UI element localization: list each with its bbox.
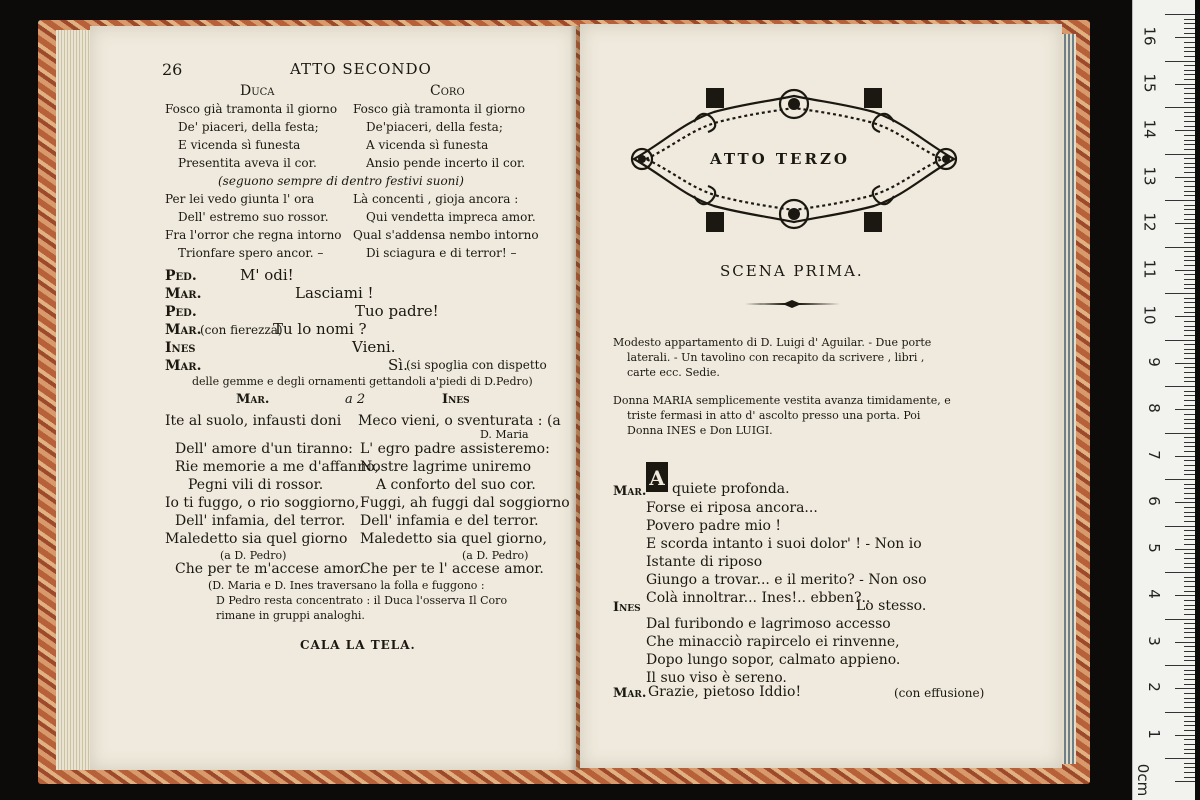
ruler-tick bbox=[1184, 646, 1195, 647]
ruler-tick bbox=[1184, 209, 1195, 210]
ruler-number: 11 bbox=[1140, 259, 1159, 279]
speaker-label: Mar. bbox=[165, 322, 202, 338]
right-page bbox=[580, 24, 1062, 768]
verse-line: Meco vieni, o sventurata : (a bbox=[358, 413, 561, 429]
ruler-tick bbox=[1175, 781, 1195, 782]
stage-aside: (con effusione) bbox=[894, 686, 985, 700]
ruler-tick bbox=[1184, 135, 1195, 136]
ruler-number: 1 bbox=[1145, 728, 1164, 739]
ruler-tick bbox=[1165, 758, 1195, 759]
ruler-tick bbox=[1165, 14, 1195, 15]
ruler-tick bbox=[1184, 56, 1195, 57]
verse-line: A vicenda sì funesta bbox=[366, 138, 489, 152]
ruler-tick bbox=[1175, 456, 1195, 457]
ruler-tick bbox=[1184, 307, 1195, 308]
ruler-number: 9 bbox=[1145, 356, 1164, 367]
ruler-tick bbox=[1184, 581, 1195, 582]
ruler-tick bbox=[1165, 619, 1195, 620]
dialogue-line: Tuo padre! bbox=[355, 302, 439, 320]
duet-speaker-ines: Ines bbox=[442, 392, 470, 407]
ruler-number: 5 bbox=[1145, 542, 1164, 553]
ruler-tick bbox=[1184, 19, 1195, 20]
ruler-tick bbox=[1184, 558, 1195, 559]
ruler-tick bbox=[1184, 167, 1195, 168]
ruler-tick bbox=[1184, 516, 1195, 517]
verse-line: Ansio pende incerto il cor. bbox=[366, 156, 526, 170]
ruler-tick bbox=[1175, 130, 1195, 131]
ruler-tick bbox=[1184, 702, 1195, 703]
verse-line: quiete profonda. bbox=[672, 481, 790, 497]
ruler-tick bbox=[1184, 637, 1195, 638]
ruler-tick bbox=[1165, 572, 1195, 573]
ruler-tick bbox=[1184, 767, 1195, 768]
ruler-tick bbox=[1184, 326, 1195, 327]
ruler-tick bbox=[1184, 395, 1195, 396]
ruler-tick bbox=[1175, 363, 1195, 364]
ruler-tick bbox=[1184, 391, 1195, 392]
verse-line: Dell' amore d'un tiranno: bbox=[175, 441, 353, 457]
verse-line: Istante di riposo bbox=[646, 554, 763, 570]
ruler-tick bbox=[1184, 674, 1195, 675]
ruler-tick bbox=[1184, 730, 1195, 731]
ruler-tick bbox=[1184, 442, 1195, 443]
dialogue-line: Tu lo nomi ? bbox=[273, 320, 367, 338]
ruler-tick bbox=[1175, 316, 1195, 317]
ruler-tick bbox=[1184, 693, 1195, 694]
ruler-tick bbox=[1184, 600, 1195, 601]
verse-line: Là concenti , gioja ancora : bbox=[353, 192, 519, 206]
ruler-tick bbox=[1175, 735, 1195, 736]
verse-line: Fosco già tramonta il giorno bbox=[165, 102, 338, 116]
ruler-number: 15 bbox=[1140, 73, 1159, 93]
ruler-tick bbox=[1184, 228, 1195, 229]
column-head-duca: Duca bbox=[240, 83, 275, 99]
ruler-tick bbox=[1184, 656, 1195, 657]
ruler-tick bbox=[1175, 502, 1195, 503]
ruler-tick bbox=[1184, 716, 1195, 717]
verse-line: Dell' infamia, del terror. bbox=[175, 513, 346, 529]
ruler-tick bbox=[1184, 279, 1195, 280]
verse-line: Fuggi, ah fuggi dal soggiorno bbox=[360, 495, 570, 511]
ruler-tick bbox=[1184, 102, 1195, 103]
ruler-tick bbox=[1175, 37, 1195, 38]
dropcap-a bbox=[646, 462, 668, 492]
ruler-tick bbox=[1184, 312, 1195, 313]
ruler-tick bbox=[1184, 288, 1195, 289]
speaker-label: Mar. bbox=[613, 686, 647, 701]
ruler-tick bbox=[1184, 330, 1195, 331]
ruler-number: 3 bbox=[1145, 635, 1164, 646]
verse-line: A conforto del suo cor. bbox=[376, 477, 536, 493]
ruler-number: 13 bbox=[1140, 166, 1159, 186]
ruler-tick bbox=[1184, 772, 1195, 773]
verse-line: Qui vendetta impreca amor. bbox=[366, 210, 536, 224]
verse-line: Io ti fuggo, o rio soggiorno, bbox=[165, 495, 360, 511]
page-edges-right bbox=[1060, 34, 1076, 764]
speaker-label: Ines bbox=[613, 600, 641, 615]
ruler-tick bbox=[1184, 428, 1195, 429]
ruler-number: 0cm bbox=[1133, 764, 1152, 797]
ruler-tick bbox=[1184, 563, 1195, 564]
stage-direction: rimane in gruppi analoghi. bbox=[216, 609, 365, 622]
ruler-tick bbox=[1175, 84, 1195, 85]
measuring-ruler bbox=[1132, 0, 1195, 800]
ruler-tick bbox=[1184, 126, 1195, 127]
speaker-label: Ped. bbox=[165, 268, 197, 284]
ruler-tick bbox=[1184, 33, 1195, 34]
ruler-tick bbox=[1184, 344, 1195, 345]
ruler-tick bbox=[1184, 144, 1195, 145]
ruler-tick bbox=[1165, 293, 1195, 294]
left-page bbox=[90, 26, 576, 770]
ruler-tick bbox=[1184, 605, 1195, 606]
ruler-tick bbox=[1184, 158, 1195, 159]
verse-line: Colà innoltrar... Ines!.. ebben?.. bbox=[646, 590, 871, 606]
stage-direction: D Pedro resta concentrato : il Duca l'osserva Il Coro bbox=[216, 594, 508, 607]
verse-line: E scorda intanto i suoi dolor' ! - Non io bbox=[646, 536, 922, 552]
ruler-tick bbox=[1184, 265, 1195, 266]
ruler-tick bbox=[1184, 553, 1195, 554]
ruler-tick bbox=[1184, 609, 1195, 610]
ruler-tick bbox=[1184, 465, 1195, 466]
ruler-tick bbox=[1165, 665, 1195, 666]
verse-line: Dell' infamia e del terror. bbox=[360, 513, 539, 529]
ruler-tick bbox=[1184, 749, 1195, 750]
ruler-tick bbox=[1184, 358, 1195, 359]
verse-line: Di sciagura e di terror! – bbox=[366, 246, 517, 260]
ruler-tick bbox=[1184, 721, 1195, 722]
ruler-tick bbox=[1184, 149, 1195, 150]
ruler-tick bbox=[1184, 507, 1195, 508]
ruler-tick bbox=[1184, 47, 1195, 48]
ruler-tick bbox=[1184, 777, 1195, 778]
ruler-tick bbox=[1184, 98, 1195, 99]
ruler-tick bbox=[1165, 479, 1195, 480]
ruler-tick bbox=[1184, 591, 1195, 592]
ruler-tick bbox=[1175, 270, 1195, 271]
verse-line: Nostre lagrime uniremo bbox=[360, 459, 532, 475]
page-number: 26 bbox=[162, 60, 183, 79]
ruler-tick bbox=[1184, 753, 1195, 754]
ruler-tick bbox=[1184, 423, 1195, 424]
ruler-tick bbox=[1184, 163, 1195, 164]
setting-line: Modesto appartamento di D. Luigi d' Aguilar. - Due porte bbox=[613, 336, 932, 349]
ruler-tick bbox=[1184, 707, 1195, 708]
verse-line: Giungo a trovar... e il merito? - Non oso bbox=[646, 572, 927, 588]
ruler-number: 7 bbox=[1145, 449, 1164, 460]
decorative-rule bbox=[745, 300, 840, 308]
ruler-tick bbox=[1184, 535, 1195, 536]
ruler-tick bbox=[1184, 437, 1195, 438]
ruler-tick bbox=[1175, 688, 1195, 689]
verse-line: E vicenda sì funesta bbox=[178, 138, 301, 152]
ruler-tick bbox=[1175, 177, 1195, 178]
scene-title: SCENA PRIMA. bbox=[720, 262, 864, 280]
ruler-tick bbox=[1184, 521, 1195, 522]
ruler-tick bbox=[1165, 526, 1195, 527]
ruler-tick bbox=[1184, 567, 1195, 568]
ruler-tick bbox=[1184, 219, 1195, 220]
ruler-tick bbox=[1184, 93, 1195, 94]
ruler-tick bbox=[1184, 586, 1195, 587]
ruler-tick bbox=[1184, 419, 1195, 420]
ruler-tick bbox=[1165, 247, 1195, 248]
verse-line: De'piaceri, della festa; bbox=[366, 120, 503, 134]
ruler-tick bbox=[1184, 660, 1195, 661]
ruler-tick bbox=[1184, 274, 1195, 275]
ruler-tick bbox=[1184, 284, 1195, 285]
ruler-tick bbox=[1184, 367, 1195, 368]
duet-marker: a 2 bbox=[345, 392, 366, 407]
verse-line: Fra l'orror che regna intorno bbox=[165, 228, 342, 242]
dialogue-line: Lasciami ! bbox=[295, 284, 374, 302]
action-line: Donna INES e Don LUIGI. bbox=[627, 424, 773, 437]
ruler-tick bbox=[1165, 107, 1195, 108]
ruler-tick bbox=[1175, 642, 1195, 643]
verse-line: L' egro padre assisteremo: bbox=[360, 441, 550, 457]
ruler-tick bbox=[1184, 488, 1195, 489]
ruler-tick bbox=[1184, 739, 1195, 740]
verse-line: Fosco già tramonta il giorno bbox=[353, 102, 526, 116]
verse-line: Povero padre mio ! bbox=[646, 518, 782, 534]
speaker-label: Mar. bbox=[613, 484, 647, 499]
verse-line: Forse ei riposa ancora... bbox=[646, 500, 818, 516]
action-line: Donna MARIA semplicemente vestita avanza timidamente, e bbox=[613, 394, 951, 407]
ruler-tick bbox=[1184, 446, 1195, 447]
verse-line: Pegni vili di rossor. bbox=[188, 477, 324, 493]
ruler-number: 6 bbox=[1145, 496, 1164, 507]
dropcap-letter: A bbox=[649, 466, 665, 490]
verse-line: Qual s'addensa nembo intorno bbox=[353, 228, 539, 242]
verse-line: Rie memorie a me d'affanno, bbox=[175, 459, 380, 475]
ruler-tick bbox=[1184, 256, 1195, 257]
ruler-number: 14 bbox=[1140, 119, 1159, 139]
action-line: triste fermasi in atto d' ascolto presso una porta. Poi bbox=[627, 409, 921, 422]
ruler-tick bbox=[1184, 260, 1195, 261]
ruler-tick bbox=[1175, 549, 1195, 550]
ruler-tick bbox=[1165, 340, 1195, 341]
ruler-tick bbox=[1184, 353, 1195, 354]
running-head: ATTO SECONDO bbox=[290, 60, 432, 78]
ruler-tick bbox=[1184, 405, 1195, 406]
ruler-tick bbox=[1184, 23, 1195, 24]
stage-direction: (si spoglia con dispetto bbox=[406, 358, 547, 372]
ruler-tick bbox=[1165, 200, 1195, 201]
ruler-tick bbox=[1184, 74, 1195, 75]
stage-direction: (seguono sempre di dentro festivi suoni) bbox=[218, 174, 464, 188]
ruler-tick bbox=[1184, 191, 1195, 192]
ruler-tick bbox=[1184, 530, 1195, 531]
ruler-tick bbox=[1184, 298, 1195, 299]
dialogue-line: Vieni. bbox=[352, 338, 396, 356]
ruler-tick bbox=[1184, 302, 1195, 303]
ruler-tick bbox=[1184, 460, 1195, 461]
ruler-tick bbox=[1165, 712, 1195, 713]
verse-line: Dell' estremo suo rossor. bbox=[178, 210, 329, 224]
ruler-number: 4 bbox=[1145, 589, 1164, 600]
verse-line: Maledetto sia quel giorno, bbox=[360, 531, 547, 547]
verse-line: Per lei vedo giunta l' ora bbox=[165, 192, 315, 206]
speaker-label: Mar. bbox=[165, 286, 202, 302]
verse-line: Lo stesso. bbox=[856, 598, 927, 614]
ruler-number: 12 bbox=[1140, 212, 1159, 232]
verse-line: Che per te m'accese amor. bbox=[175, 561, 364, 577]
ruler-tick bbox=[1184, 744, 1195, 745]
ruler-tick bbox=[1184, 349, 1195, 350]
speaker-label: Ped. bbox=[165, 304, 197, 320]
ruler-tick bbox=[1184, 79, 1195, 80]
ruler-tick bbox=[1184, 112, 1195, 113]
ruler-tick bbox=[1184, 698, 1195, 699]
ruler-tick bbox=[1184, 186, 1195, 187]
ruler-tick bbox=[1184, 70, 1195, 71]
ruler-tick bbox=[1184, 116, 1195, 117]
ruler-tick bbox=[1184, 172, 1195, 173]
ruler-tick bbox=[1184, 725, 1195, 726]
act-title: ATTO TERZO bbox=[710, 150, 850, 168]
ruler-tick bbox=[1184, 670, 1195, 671]
ruler-tick bbox=[1184, 651, 1195, 652]
ruler-number: 10 bbox=[1140, 305, 1159, 325]
ruler-tick bbox=[1184, 372, 1195, 373]
ruler-tick bbox=[1184, 474, 1195, 475]
dialogue-line: M' odi! bbox=[240, 266, 294, 284]
ruler-tick bbox=[1184, 451, 1195, 452]
ruler-tick bbox=[1184, 493, 1195, 494]
ruler-tick bbox=[1184, 233, 1195, 234]
ruler-tick bbox=[1184, 205, 1195, 206]
setting-line: carte ecc. Sedie. bbox=[627, 366, 720, 379]
ruler-tick bbox=[1175, 409, 1195, 410]
ruler-tick bbox=[1184, 237, 1195, 238]
ruler-tick bbox=[1184, 65, 1195, 66]
ruler-tick bbox=[1165, 61, 1195, 62]
ruler-tick bbox=[1184, 28, 1195, 29]
stage-aside: (a D. Pedro) bbox=[220, 549, 287, 562]
ruler-number: 8 bbox=[1145, 403, 1164, 414]
verse-line: Che per te l' accese amor. bbox=[360, 561, 544, 577]
duet-speaker-mar: Mar. bbox=[236, 392, 270, 407]
ruler-tick bbox=[1184, 400, 1195, 401]
ruler-tick bbox=[1184, 121, 1195, 122]
ruler-tick bbox=[1184, 251, 1195, 252]
ruler-tick bbox=[1184, 684, 1195, 685]
ruler-tick bbox=[1184, 214, 1195, 215]
ruler-tick bbox=[1184, 88, 1195, 89]
ruler-tick bbox=[1184, 512, 1195, 513]
speaker-label: Mar. bbox=[165, 358, 202, 374]
verse-line: Ite al suolo, infausti doni bbox=[165, 413, 342, 429]
stage-aside: D. Maria bbox=[480, 428, 529, 441]
verse-line: Dopo lungo sopor, calmato appieno. bbox=[646, 652, 901, 668]
verse-line: Dal furibondo e lagrimoso accesso bbox=[646, 616, 891, 632]
dialogue-line: Sì. bbox=[388, 356, 408, 374]
ruler-tick bbox=[1165, 386, 1195, 387]
ruler-tick bbox=[1184, 335, 1195, 336]
verse-line: De' piaceri, della festa; bbox=[178, 120, 319, 134]
stage-aside: (con fierezza) bbox=[200, 323, 283, 337]
ruler-tick bbox=[1184, 414, 1195, 415]
ruler-tick bbox=[1184, 679, 1195, 680]
ruler-tick bbox=[1184, 763, 1195, 764]
verse-line: Che minacciò rapircelo ei rinvenne, bbox=[646, 634, 900, 650]
ruler-tick bbox=[1184, 484, 1195, 485]
ruler-tick bbox=[1184, 632, 1195, 633]
curtain-line: CALA LA TELA. bbox=[300, 638, 416, 652]
column-head-coro: Coro bbox=[430, 83, 465, 99]
ruler-tick bbox=[1175, 595, 1195, 596]
ruler-tick bbox=[1184, 614, 1195, 615]
ruler-tick bbox=[1184, 470, 1195, 471]
ruler-tick bbox=[1184, 498, 1195, 499]
setting-line: laterali. - Un tavolino con recapito da scrivere , libri , bbox=[627, 351, 925, 364]
ruler-tick bbox=[1165, 433, 1195, 434]
verse-line: Presentita aveva il cor. bbox=[178, 156, 317, 170]
ruler-tick bbox=[1184, 623, 1195, 624]
ruler-tick bbox=[1184, 377, 1195, 378]
ruler-tick bbox=[1165, 154, 1195, 155]
page-edges-left bbox=[56, 30, 92, 770]
stage-direction: delle gemme e degli ornamenti gettandoli a'piedi di D.Pedro) bbox=[192, 375, 533, 388]
ruler-tick bbox=[1184, 195, 1195, 196]
speaker-label: Ines bbox=[165, 340, 196, 356]
ruler-tick bbox=[1184, 577, 1195, 578]
verse-line: Trionfare spero ancor. – bbox=[178, 246, 324, 260]
ruler-tick bbox=[1184, 381, 1195, 382]
ruler-tick bbox=[1184, 539, 1195, 540]
stage-aside: (a D. Pedro) bbox=[462, 549, 529, 562]
ruler-tick bbox=[1184, 42, 1195, 43]
ruler-tick bbox=[1184, 51, 1195, 52]
ruler-tick bbox=[1184, 628, 1195, 629]
verse-line: Maledetto sia quel giorno bbox=[165, 531, 348, 547]
ruler-tick bbox=[1184, 181, 1195, 182]
ruler-tick bbox=[1184, 321, 1195, 322]
ruler-tick bbox=[1184, 140, 1195, 141]
verse-line: Grazie, pietoso Iddio! bbox=[648, 684, 802, 700]
verse-line: Il suo viso è sereno. bbox=[646, 670, 787, 686]
ruler-tick bbox=[1184, 242, 1195, 243]
ruler-tick bbox=[1184, 544, 1195, 545]
stage-direction: (D. Maria e D. Ines traversano la folla e fuggono : bbox=[208, 579, 485, 592]
ruler-tick bbox=[1175, 223, 1195, 224]
ruler-number: 2 bbox=[1145, 682, 1164, 693]
ruler-number: 16 bbox=[1140, 26, 1159, 46]
